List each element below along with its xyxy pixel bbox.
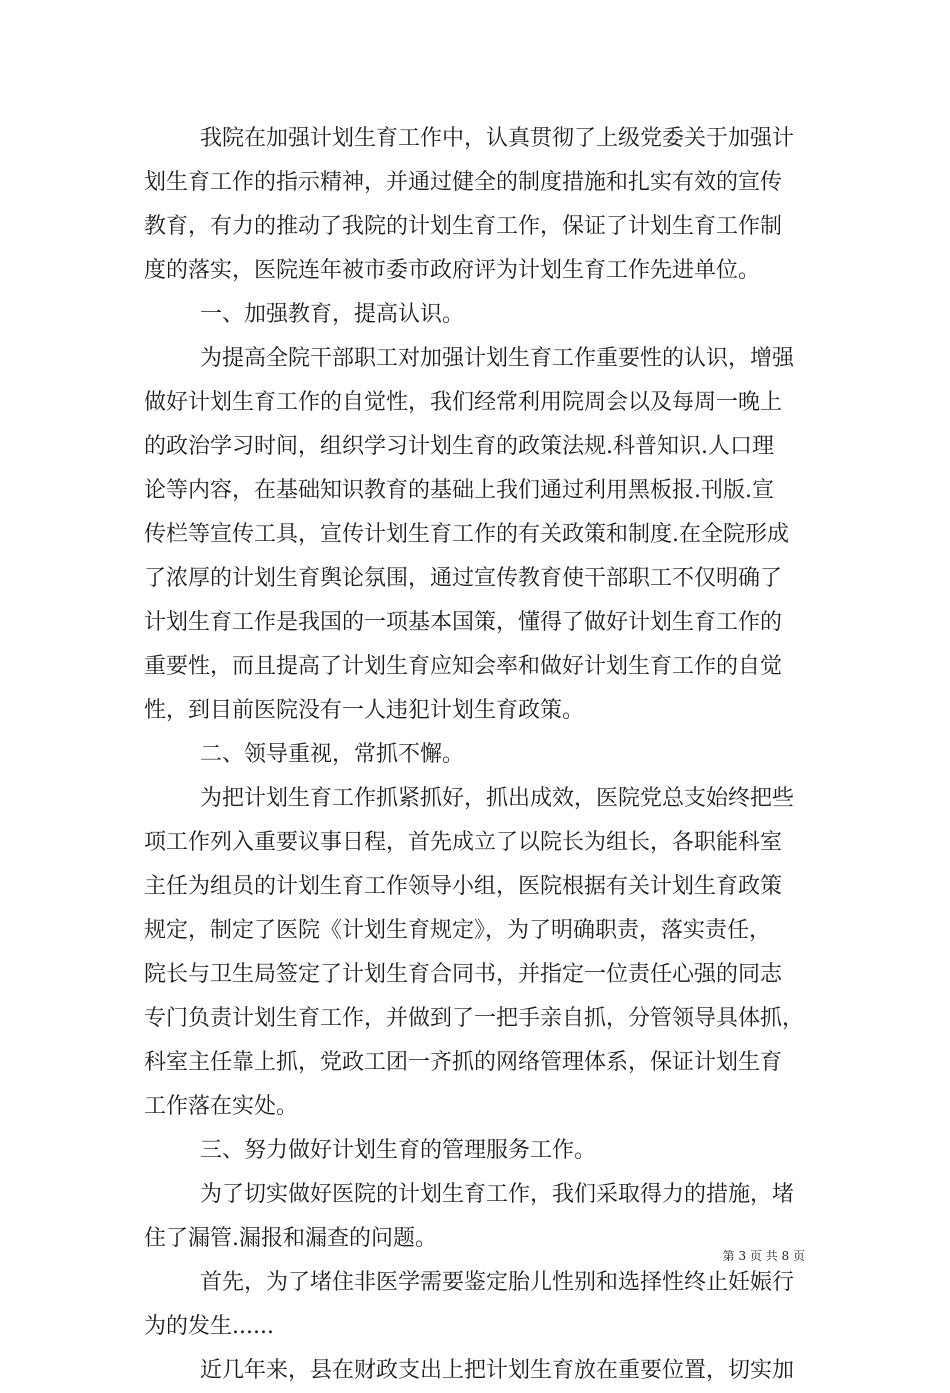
text-line: 近几年来，县在财政支出上把计划生育放在重要位置，切实加 (200, 1358, 795, 1383)
page-number-footer: 第 3 页 共 8 页 (722, 1249, 805, 1263)
text-line: 性，到目前医院没有一人违犯计划生育政策。 (144, 698, 585, 723)
document-body (144, 117, 820, 1393)
text-line: 项工作列入重要议事日程，首先成立了以院长为组长，各职能科室 (144, 830, 783, 855)
text-line: 重要性，而且提高了计划生育应知会率和做好计划生育工作的自觉 (144, 654, 783, 679)
text-line: 首先，为了堵住非医学需要鉴定胎儿性别和选择性终止妊娠行 (200, 1270, 795, 1295)
text-line: 教育，有力的推动了我院的计划生育工作，保证了计划生育工作制 (144, 214, 783, 239)
text-line: 了浓厚的计划生育舆论氛围，通过宣传教育使干部职工不仅明确了 (144, 566, 783, 591)
text-line: 我院在加强计划生育工作中，认真贯彻了上级党委关于加强计 (200, 126, 795, 151)
text-line: 计划生育工作是我国的一项基本国策，懂得了做好计划生育工作的 (144, 610, 783, 635)
text-line: 主任为组员的计划生育工作领导小组，医院根据有关计划生育政策 (144, 874, 783, 899)
text-line: 为的发生...... (144, 1314, 274, 1339)
text-line: 做好计划生育工作的自觉性，我们经常利用院周会以及每周一晚上 (144, 390, 783, 415)
text-line: 的政治学习时间，组织学习计划生育的政策法规.科普知识.人口理 (144, 434, 774, 459)
text-line: 工作落在实处。 (144, 1094, 299, 1119)
text-line: 规定，制定了医院《计划生育规定》，为了明确职责，落实责任， (144, 918, 772, 943)
text-line: 划生育工作的指示精神，并通过健全的制度措施和扎实有效的宣传 (144, 170, 783, 195)
text-line: 专门负责计划生育工作，并做到了一把手亲自抓，分管领导具体抓， (144, 1006, 805, 1031)
text-line: 院长与卫生局签定了计划生育合同书，并指定一位责任心强的同志 (144, 962, 783, 987)
text-line: 科室主任靠上抓，党政工团一齐抓的网络管理体系，保证计划生育 (144, 1050, 783, 1075)
text-line: 度的落实，医院连年被市委市政府评为计划生育工作先进单位。 (144, 258, 761, 283)
text-line: 一、加强教育，提高认识。 (200, 302, 465, 327)
text-line: 住了漏管.漏报和漏查的问题。 (144, 1226, 437, 1251)
text-line: 为提高全院干部职工对加强计划生育工作重要性的认识，增强 (200, 346, 795, 371)
text-line: 为了切实做好医院的计划生育工作，我们采取得力的措施，堵 (200, 1182, 795, 1207)
text-line: 三、努力做好计划生育的管理服务工作。 (200, 1138, 597, 1163)
text-line: 传栏等宣传工具，宣传计划生育工作的有关政策和制度.在全院形成 (144, 522, 789, 547)
text-line: 论等内容，在基础知识教育的基础上我们通过利用黑板报.刊版.宣 (144, 478, 774, 503)
text-line: 二、领导重视，常抓不懈。 (200, 742, 465, 767)
text-line: 为把计划生育工作抓紧抓好，抓出成效，医院党总支始终把些 (200, 786, 795, 811)
